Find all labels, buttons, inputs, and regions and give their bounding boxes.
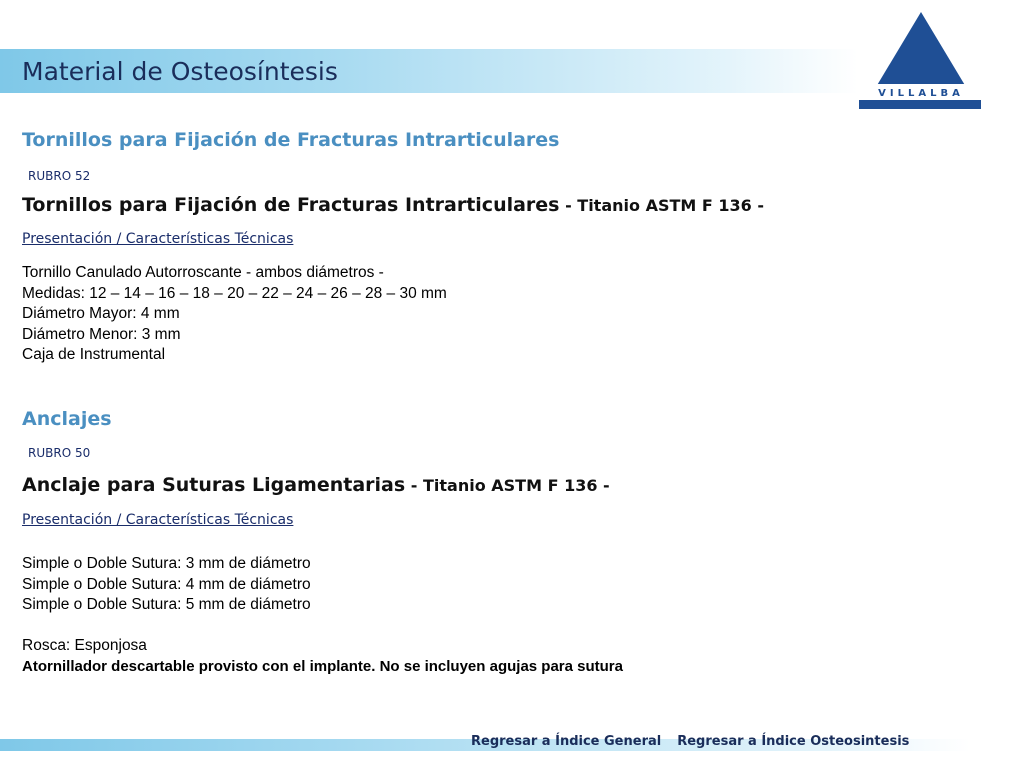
note-line: Atornillador descartable provisto con el implante. No se incluyen agujas para sutura <box>22 657 623 675</box>
link-indice-osteosintesis[interactable]: Regresar a Índice Osteosintesis <box>677 734 910 749</box>
product-material: - Titanio ASTM F 136 - <box>405 476 610 495</box>
spec-line: Simple o Doble Sutura: 5 mm de diámetro <box>22 596 311 614</box>
spacer <box>22 616 623 637</box>
logo-text: VILLALBA <box>878 88 964 99</box>
logo-base <box>859 100 981 109</box>
presentation-label: Presentación / Características Técnicas <box>22 231 294 247</box>
spec-line: Rosca: Esponjosa <box>22 637 147 655</box>
title-bar <box>0 49 858 93</box>
spec-line: Tornillo Canulado Autorroscante - ambos diámetros - <box>22 264 384 281</box>
spec-line: Caja de Instrumental <box>22 346 166 364</box>
link-indice-general[interactable]: Regresar a Índice General <box>471 734 662 749</box>
logo-triangle <box>873 12 969 92</box>
section-heading-anclajes: Anclajes <box>22 408 112 430</box>
product-heading <box>22 194 764 216</box>
rubro-label: RUBRO 52 <box>28 169 91 183</box>
product-title: Tornillos para Fijación de Fracturas Intrarticulares <box>22 194 560 216</box>
spec-line: Diámetro Mayor: 4 mm <box>22 305 180 323</box>
page-title: Material de Osteosíntesis <box>22 57 338 86</box>
product-material: - Titanio ASTM F 136 - <box>559 196 764 215</box>
rubro-label: RUBRO 50 <box>28 446 91 460</box>
spec-line: Simple o Doble Sutura: 3 mm de diámetro <box>22 555 311 572</box>
spec-line: Medidas: 12 – 14 – 16 – 18 – 20 – 22 – 24 – 26 – 28 – 30 mm <box>22 284 447 302</box>
product-heading <box>22 474 610 496</box>
spec-line: Diámetro Menor: 3 mm <box>22 325 181 343</box>
product-title: Anclaje para Suturas Ligamentarias <box>22 474 406 496</box>
footer-links <box>471 734 909 749</box>
presentation-label: Presentación / Características Técnicas <box>22 512 294 528</box>
spec-line: Simple o Doble Sutura: 4 mm de diámetro <box>22 575 311 593</box>
product-specs <box>22 554 623 678</box>
product-specs <box>22 263 447 366</box>
villalba-logo <box>859 10 981 112</box>
section-heading-tornillos: Tornillos para Fijación de Fracturas Intrarticulares <box>22 129 560 151</box>
